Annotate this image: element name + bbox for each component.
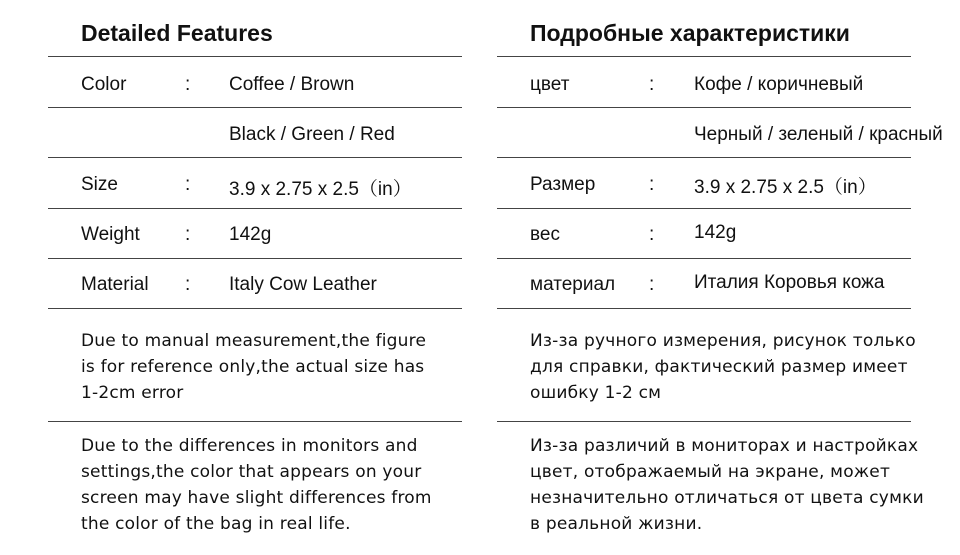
spec-label: Размер: [530, 174, 596, 195]
spec-value: 142g: [694, 222, 737, 243]
divider: [48, 258, 462, 259]
color-difference-note: [81, 433, 461, 537]
divider: [48, 308, 462, 309]
spec-separator: :: [649, 224, 655, 245]
note-line: screen may have slight differences from: [81, 488, 432, 508]
spec-value: Черный / зеленый / красный: [694, 124, 943, 145]
divider: [497, 258, 911, 259]
spec-separator: :: [185, 74, 191, 95]
note-line: settings,the color that appears on your: [81, 462, 422, 482]
note-line: для справки, фактический размер имеет: [530, 357, 908, 377]
spec-value: Black / Green / Red: [229, 124, 395, 145]
spec-label: Material: [81, 274, 149, 295]
spec-value: Coffee / Brown: [229, 74, 355, 95]
spec-label: Size: [81, 174, 118, 195]
note-line: Due to manual measurement,the figure: [81, 331, 427, 351]
spec-label: Weight: [81, 224, 140, 245]
divider: [48, 56, 462, 57]
note-line: Из-за различий в мониторах и настройках: [530, 436, 919, 456]
note-line: в реальной жизни.: [530, 514, 703, 534]
note-line: is for reference only,the actual size has: [81, 357, 425, 377]
spec-value: 142g: [229, 224, 272, 245]
divider: [497, 208, 911, 209]
spec-value: 3.9 x 2.75 x 2.5（in）: [229, 179, 412, 200]
spec-value: 3.9 x 2.75 x 2.5（in）: [694, 177, 877, 198]
divider: [497, 56, 911, 57]
spec-label: материал: [530, 274, 616, 295]
spec-separator: :: [649, 274, 655, 295]
divider: [497, 308, 911, 309]
note-line: цвет, отображаемый на экране, может: [530, 462, 891, 482]
note-line: Due to the differences in monitors and: [81, 436, 418, 456]
spec-label: Color: [81, 74, 127, 95]
note-line: незначительно отличаться от цвета сумки: [530, 488, 924, 508]
section-title: Подробные характеристики: [530, 20, 850, 46]
note-line: ошибку 1-2 см: [530, 383, 662, 403]
divider: [48, 107, 462, 108]
divider: [48, 208, 462, 209]
spec-separator: :: [185, 224, 191, 245]
divider: [48, 421, 462, 422]
measurement-note: [530, 328, 916, 406]
spec-label: вес: [530, 224, 560, 245]
measurement-note: [81, 328, 461, 406]
note-line: the color of the bag in real life.: [81, 514, 351, 534]
divider: [497, 421, 911, 422]
divider: [497, 157, 911, 158]
spec-separator: :: [185, 274, 191, 295]
note-line: Из-за ручного измерения, рисунок только: [530, 331, 916, 351]
note-line: 1-2cm error: [81, 383, 184, 403]
spec-value: Italy Cow Leather: [229, 274, 377, 295]
spec-label: цвет: [530, 74, 570, 95]
spec-separator: :: [649, 74, 655, 95]
spec-value: Италия Коровья кожа: [694, 272, 885, 293]
spec-separator: :: [185, 174, 191, 195]
color-difference-note: [530, 433, 924, 537]
section-title: Detailed Features: [81, 20, 273, 46]
spec-value: Кофе / коричневый: [694, 74, 864, 95]
divider: [48, 157, 462, 158]
spec-separator: :: [649, 174, 655, 195]
divider: [497, 107, 911, 108]
